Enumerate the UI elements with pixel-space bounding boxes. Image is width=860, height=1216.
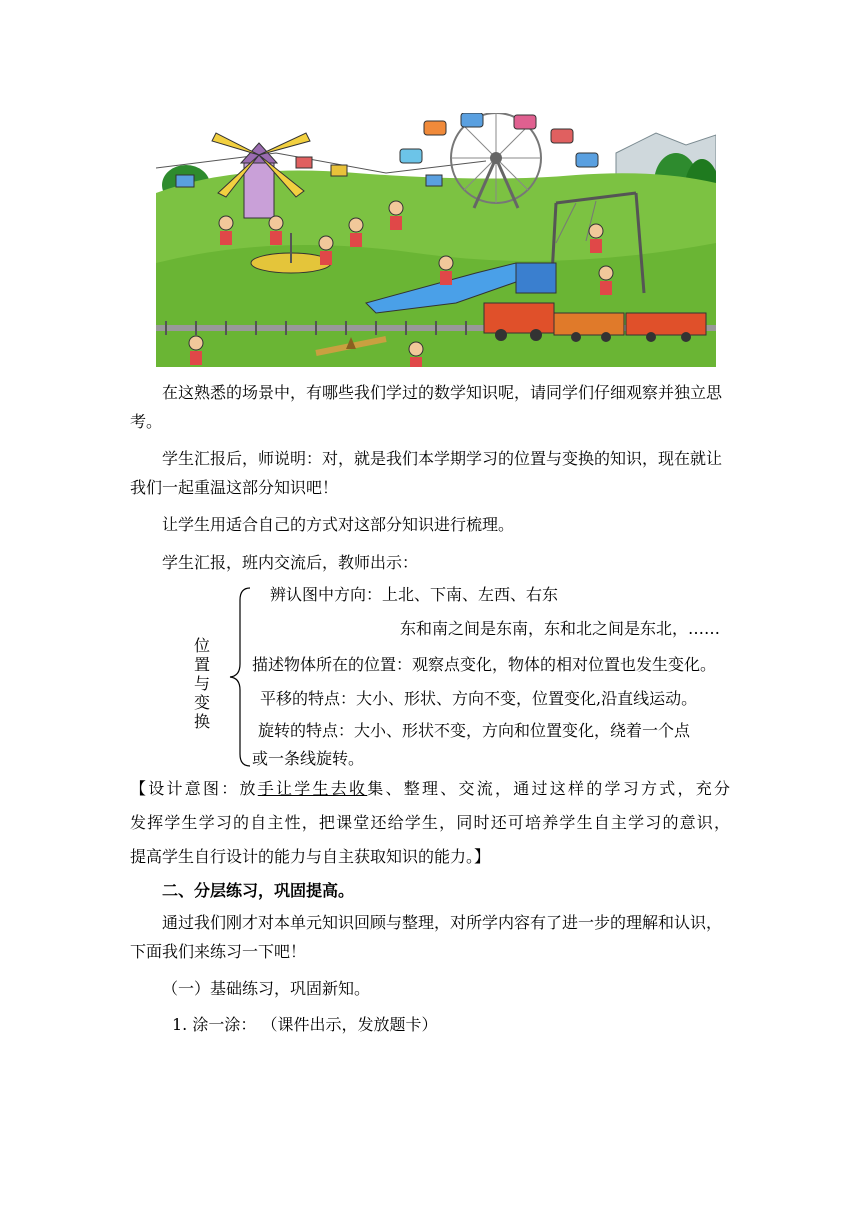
design-intent-post: 集、整理、交流，通过这样的学习方式，充分	[367, 779, 730, 798]
summary-line-rotation-cont: 或一条线旋转。	[252, 749, 365, 768]
section2-heading: 二、分层练习，巩固提高。	[162, 881, 355, 900]
summary-title	[192, 636, 212, 731]
report-paragraph: 学生汇报后，师说明：对，就是我们本学期学习的位置与变换的知识，现在就让我们一起重温这部分知识吧！	[130, 449, 723, 497]
section2-intro: 通过我们刚才对本单元知识回顾与整理，对所学内容有了进一步的理解和认识，下面我们来练习一下吧！	[130, 913, 723, 961]
design-intent-line1	[130, 774, 730, 803]
intro-paragraph: 在这熟悉的场景中，有哪些我们学过的数学知识呢，请同学们仔细观察并独立思考。	[130, 383, 723, 431]
curly-brace	[228, 586, 252, 768]
summary-line-diagonal: 东和南之间是东南，东和北之间是东北，……	[400, 619, 721, 638]
exchange-paragraph: 学生汇报，班内交流后，教师出示：	[162, 553, 419, 572]
design-intent-pre: 【设计意图：放	[130, 779, 258, 798]
exercise-item-1: 1. 涂一涂： （课件出示，发放题卡）	[172, 1015, 438, 1034]
summary-title-char: 换	[193, 712, 210, 731]
amusement-park-illustration	[156, 113, 716, 367]
subsection-basic-practice: （一）基础练习，巩固新知。	[162, 979, 371, 998]
design-intent-line3: 提高学生自行设计的能力与自主获取知识的能力。】	[130, 847, 491, 866]
design-intent-underlined: 手让学生去收	[257, 779, 368, 798]
design-intent-line2: 发挥学生学习的自主性，把课堂还给学生，同时还可培养学生自主学习的意识，	[130, 813, 730, 832]
summary-line-position: 描述物体所在的位置：观察点变化，物体的相对位置也发生变化。	[252, 655, 717, 674]
summary-line-rotation: 旋转的特点：大小、形状不变，方向和位置变化，绕着一个点	[258, 721, 691, 740]
summary-line-translation: 平移的特点：大小、形状、方向不变，位置变化,沿直线运动。	[260, 689, 698, 708]
summary-title-char: 置	[193, 655, 210, 674]
summary-title-char: 与	[193, 674, 210, 693]
summary-title-char: 位	[193, 636, 210, 655]
summary-line-direction: 辨认图中方向：上北、下南、左西、右东	[270, 585, 559, 604]
summary-title-char: 变	[193, 693, 210, 712]
organize-paragraph: 让学生用适合自己的方式对这部分知识进行梳理。	[162, 515, 515, 534]
